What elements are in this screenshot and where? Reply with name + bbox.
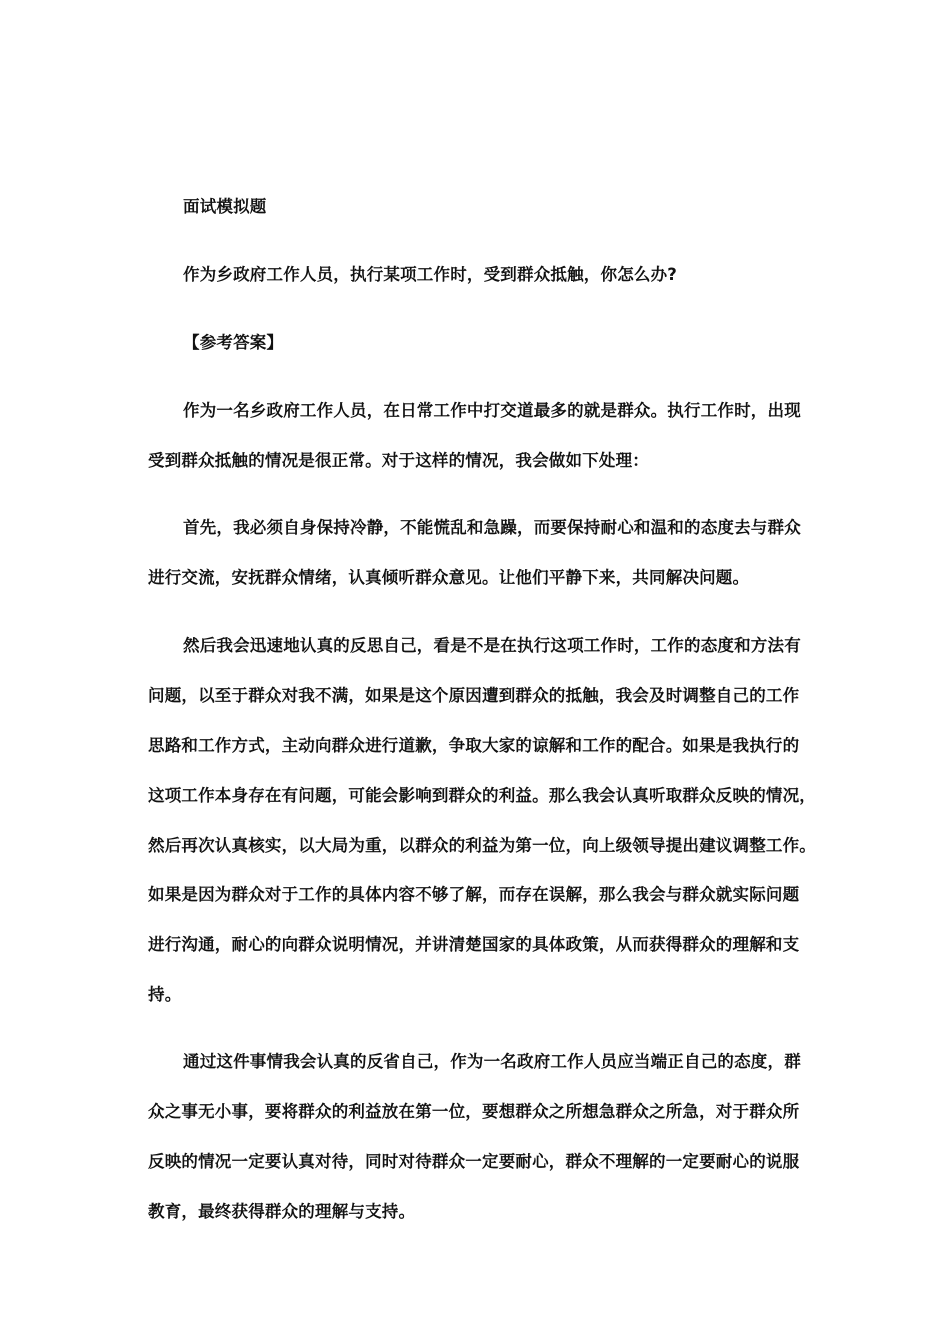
paragraph-4-line-1: 通过这件事情我会认真的反省自己，作为一名政府工作人员应当端正自己的态度，群 [183, 1052, 801, 1071]
paragraph-4-line-4: 教育，最终获得群众的理解与支持。 [148, 1202, 416, 1221]
paragraph-1-line-1: 作为一名乡政府工作人员，在日常工作中打交道最多的就是群众。执行工作时，出现 [183, 401, 801, 420]
paragraph-3-line-4: 这项工作本身存在有问题，可能会影响到群众的利益。那么我会认真听取群众反映的情况， [148, 786, 816, 805]
paragraph-4-line-3: 反映的情况一定要认真对待，同时对待群众一定要耐心，群众不理解的一定要耐心的说服 [148, 1152, 800, 1171]
paragraph-4-line-2: 众之事无小事，要将群众的利益放在第一位，要想群众之所想急群众之所急，对于群众所 [148, 1102, 800, 1121]
document-heading: 面试模拟题 [183, 197, 267, 216]
answer-label: 【参考答案】 [183, 333, 284, 352]
paragraph-3-line-5: 然后再次认真核实，以大局为重，以群众的利益为第一位，向上级领导提出建议调整工作。 [148, 836, 816, 855]
paragraph-3-line-1: 然后我会迅速地认真的反思自己，看是不是在执行这项工作时，工作的态度和方法有 [183, 636, 801, 655]
paragraph-3-line-7: 进行沟通，耐心的向群众说明情况，并讲清楚国家的具体政策，从而获得群众的理解和支 [148, 935, 800, 954]
paragraph-2-line-1: 首先，我必须自身保持冷静，不能慌乱和急躁，而要保持耐心和温和的态度去与群众 [183, 518, 801, 537]
paragraph-3-line-6: 如果是因为群众对于工作的具体内容不够了解，而存在误解，那么我会与群众就实际问题 [148, 885, 800, 904]
paragraph-1-line-2: 受到群众抵触的情况是很正常。对于这样的情况，我会做如下处理： [148, 451, 649, 470]
interview-question: 作为乡政府工作人员，执行某项工作时，受到群众抵触，你怎么办? [183, 265, 678, 284]
paragraph-3-line-8: 持。 [148, 985, 182, 1004]
paragraph-2-line-2: 进行交流，安抚群众情绪，认真倾听群众意见。让他们平静下来，共同解决问题。 [148, 568, 750, 587]
paragraph-3-line-2: 问题，以至于群众对我不满，如果是这个原因遭到群众的抵触，我会及时调整自己的工作 [148, 686, 800, 705]
paragraph-3-line-3: 思路和工作方式，主动向群众进行道歉，争取大家的谅解和工作的配合。如果是我执行的 [148, 736, 800, 755]
